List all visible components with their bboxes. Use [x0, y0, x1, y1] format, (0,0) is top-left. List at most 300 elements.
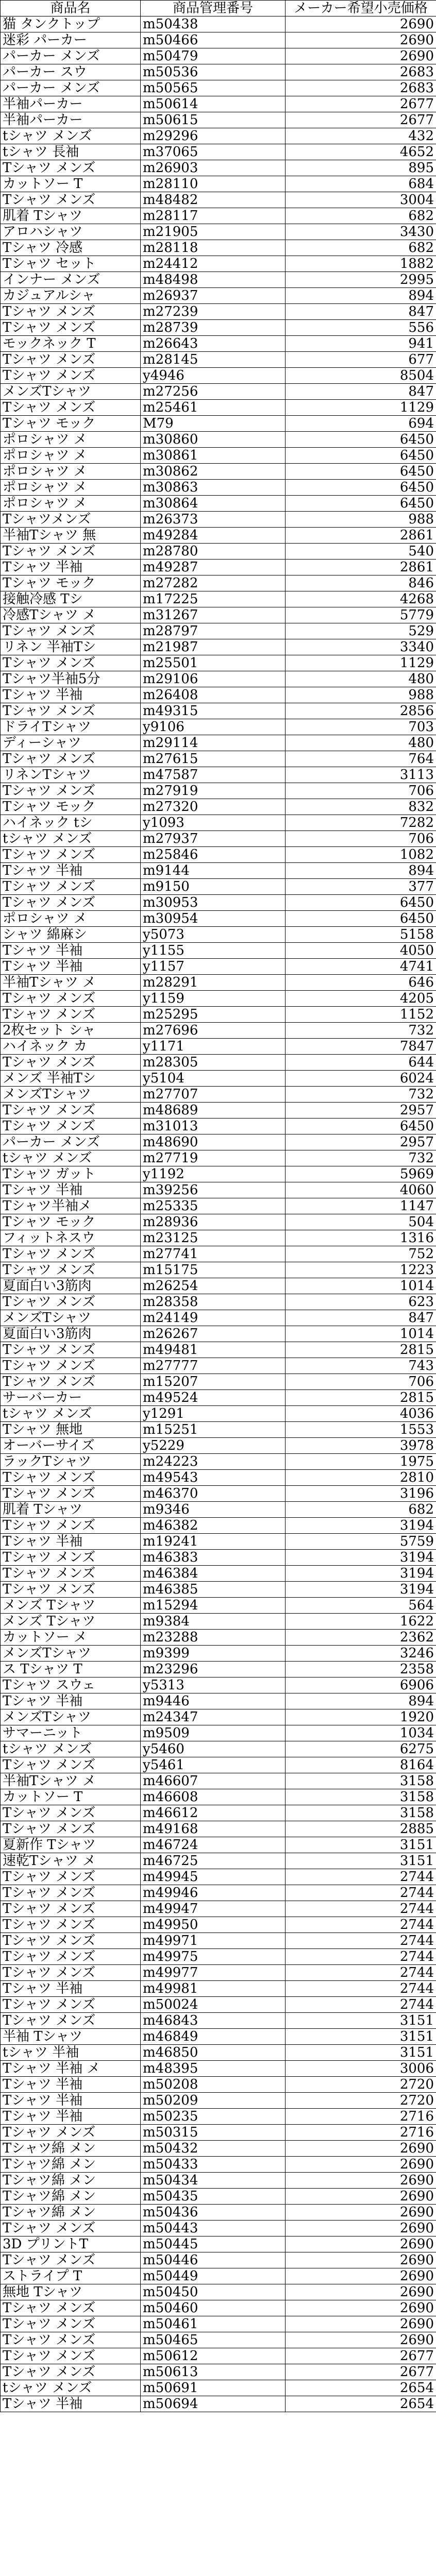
- cell-product-name: 半袖パーカー: [1, 96, 141, 112]
- table-row: [1, 719, 436, 735]
- cell-retail-price: 2861: [286, 528, 436, 544]
- table-row: [1, 1566, 436, 1582]
- cell-product-code: m21905: [141, 224, 286, 240]
- cell-product-name: Tシャツ 半袖: [1, 2077, 141, 2093]
- cell-product-name: Tシャツ 半袖: [1, 2109, 141, 2125]
- table-row: [1, 2332, 436, 2348]
- cell-product-name: Tシャツ 半袖: [1, 959, 141, 975]
- cell-retail-price: 2957: [286, 1103, 436, 1118]
- cell-product-name: ポロシャツ メ: [1, 448, 141, 464]
- cell-retail-price: 988: [286, 512, 436, 528]
- cell-retail-price: 5158: [286, 927, 436, 943]
- cell-retail-price: 646: [286, 975, 436, 991]
- table-row: [1, 1230, 436, 1246]
- cell-product-name: Tシャツ メンズ: [1, 1103, 141, 1118]
- cell-product-name: Tシャツ メンズ: [1, 1007, 141, 1023]
- header-row: [1, 1, 436, 16]
- cell-retail-price: 682: [286, 240, 436, 256]
- cell-product-name: Tシャツメンズ: [1, 512, 141, 528]
- cell-product-code: m28305: [141, 1055, 286, 1071]
- cell-product-code: m15207: [141, 1374, 286, 1390]
- cell-retail-price: 732: [286, 1023, 436, 1039]
- cell-product-name: メンズ 半袖Tシ: [1, 1071, 141, 1087]
- cell-retail-price: 2358: [286, 1662, 436, 1677]
- cell-retail-price: 3006: [286, 2061, 436, 2077]
- cell-product-code: m49284: [141, 528, 286, 544]
- cell-retail-price: 894: [286, 288, 436, 304]
- table-row: [1, 1486, 436, 1502]
- table-row: [1, 1166, 436, 1182]
- cell-retail-price: 2744: [286, 1901, 436, 1917]
- cell-product-name: オーバーサイズ: [1, 1438, 141, 1454]
- cell-retail-price: 2716: [286, 2125, 436, 2141]
- table-row: [1, 831, 436, 847]
- cell-product-code: m50615: [141, 112, 286, 128]
- cell-retail-price: 529: [286, 623, 436, 639]
- cell-product-name: 冷感Tシャツ メ: [1, 607, 141, 623]
- cell-product-name: リネン 半袖Tシ: [1, 639, 141, 655]
- table-row: [1, 1246, 436, 1262]
- cell-product-code: m50235: [141, 2109, 286, 2125]
- cell-product-name: Tシャツ メンズ: [1, 304, 141, 320]
- cell-product-name: カットソー T: [1, 176, 141, 192]
- table-row: [1, 2205, 436, 2221]
- cell-product-name: カジュアルシャ: [1, 288, 141, 304]
- cell-retail-price: 6906: [286, 1677, 436, 1693]
- cell-product-name: 半袖Tシャツ メ: [1, 1773, 141, 1789]
- cell-product-code: m50024: [141, 1997, 286, 2013]
- cell-product-code: y5073: [141, 927, 286, 943]
- cell-product-name: モックネック T: [1, 336, 141, 352]
- cell-retail-price: 894: [286, 863, 436, 879]
- cell-retail-price: 682: [286, 208, 436, 224]
- table-row: [1, 1693, 436, 1709]
- cell-product-code: m49168: [141, 1821, 286, 1837]
- cell-product-name: Tシャツ メンズ: [1, 2013, 141, 2029]
- cell-product-code: m9150: [141, 879, 286, 895]
- cell-product-name: Tシャツ メンズ: [1, 1055, 141, 1071]
- cell-product-code: m50433: [141, 2157, 286, 2173]
- cell-retail-price: 2677: [286, 112, 436, 128]
- cell-product-name: 接触冷感 Tシ: [1, 591, 141, 607]
- cell-retail-price: 3158: [286, 1789, 436, 1805]
- cell-product-name: Tシャツ メンズ: [1, 1374, 141, 1390]
- cell-product-name: メンズTシャツ: [1, 1646, 141, 1662]
- cell-product-code: m46385: [141, 1582, 286, 1598]
- cell-retail-price: 4205: [286, 991, 436, 1007]
- table-row: [1, 1981, 436, 1997]
- table-row: [1, 703, 436, 719]
- cell-retail-price: 846: [286, 575, 436, 591]
- table-row: [1, 767, 436, 783]
- cell-product-code: m46383: [141, 1550, 286, 1566]
- cell-retail-price: 2690: [286, 2173, 436, 2189]
- cell-product-name: Tシャツ メンズ: [1, 1997, 141, 2013]
- cell-product-name: Tシャツ メンズ: [1, 1566, 141, 1582]
- cell-retail-price: 2744: [286, 1981, 436, 1997]
- cell-product-name: tシャツ メンズ: [1, 1741, 141, 1757]
- cell-retail-price: 2690: [286, 2157, 436, 2173]
- table-row: [1, 2093, 436, 2109]
- cell-product-name: tシャツ メンズ: [1, 1406, 141, 1422]
- cell-product-code: m50445: [141, 2236, 286, 2252]
- table-row: [1, 1374, 436, 1390]
- cell-retail-price: 764: [286, 751, 436, 767]
- cell-product-code: m30860: [141, 432, 286, 448]
- cell-product-code: m28739: [141, 320, 286, 336]
- cell-product-code: m49945: [141, 1869, 286, 1885]
- table-row: [1, 1454, 436, 1470]
- table-row: [1, 879, 436, 895]
- cell-product-code: m49981: [141, 1981, 286, 1997]
- table-row: [1, 112, 436, 128]
- cell-product-code: m26937: [141, 288, 286, 304]
- cell-product-name: Tシャツ メンズ: [1, 160, 141, 176]
- table-row: [1, 959, 436, 975]
- cell-product-code: m29106: [141, 671, 286, 687]
- cell-product-code: m30954: [141, 911, 286, 927]
- table-row: [1, 1438, 436, 1454]
- table-row: [1, 2284, 436, 2300]
- cell-retail-price: 2690: [286, 2284, 436, 2300]
- cell-retail-price: 2683: [286, 80, 436, 96]
- cell-product-code: m24347: [141, 1709, 286, 1725]
- header-product-name: 商品名: [1, 1, 141, 16]
- cell-product-code: m46370: [141, 1486, 286, 1502]
- cell-product-name: Tシャツ 半袖: [1, 943, 141, 959]
- table-row: [1, 1518, 436, 1534]
- table-row: [1, 2268, 436, 2284]
- cell-product-code: m46612: [141, 1805, 286, 1821]
- cell-product-name: Tシャツ メンズ: [1, 1246, 141, 1262]
- cell-retail-price: 2720: [286, 2093, 436, 2109]
- cell-retail-price: 3113: [286, 767, 436, 783]
- cell-product-code: m49481: [141, 1342, 286, 1358]
- cell-retail-price: 2677: [286, 2364, 436, 2380]
- cell-product-code: m25295: [141, 1007, 286, 1023]
- cell-product-name: Tシャツ 半袖: [1, 2093, 141, 2109]
- table-row: [1, 2029, 436, 2045]
- cell-retail-price: 2957: [286, 1134, 436, 1150]
- table-row: [1, 1630, 436, 1646]
- cell-product-name: ラックTシャツ: [1, 1454, 141, 1470]
- cell-retail-price: 2690: [286, 2268, 436, 2284]
- cell-product-code: m28936: [141, 1214, 286, 1230]
- table-row: [1, 911, 436, 927]
- table-row: [1, 2396, 436, 2412]
- cell-product-name: メンズTシャツ: [1, 1310, 141, 1326]
- cell-product-code: y4946: [141, 368, 286, 384]
- table-row: [1, 2189, 436, 2205]
- cell-retail-price: 6450: [286, 480, 436, 496]
- cell-product-code: m50461: [141, 2316, 286, 2332]
- cell-product-code: m49950: [141, 1917, 286, 1933]
- cell-retail-price: 377: [286, 879, 436, 895]
- cell-product-code: m25335: [141, 1198, 286, 1214]
- table-row: [1, 799, 436, 815]
- table-row: [1, 1773, 436, 1789]
- cell-retail-price: 847: [286, 304, 436, 320]
- table-row: [1, 1885, 436, 1901]
- table-row: [1, 1150, 436, 1166]
- table-row: [1, 432, 436, 448]
- cell-product-code: m50694: [141, 2396, 286, 2412]
- cell-product-code: m27741: [141, 1246, 286, 1262]
- cell-retail-price: 2744: [286, 1885, 436, 1901]
- cell-product-code: m46724: [141, 1837, 286, 1853]
- cell-product-code: m46725: [141, 1853, 286, 1869]
- table-row: [1, 735, 436, 751]
- cell-product-code: m9384: [141, 1614, 286, 1630]
- table-row: [1, 2125, 436, 2141]
- cell-retail-price: 3430: [286, 224, 436, 240]
- cell-product-name: Tシャツ メンズ: [1, 1949, 141, 1965]
- cell-product-code: m9446: [141, 1693, 286, 1709]
- table-row: [1, 751, 436, 767]
- cell-retail-price: 3978: [286, 1438, 436, 1454]
- cell-product-name: リネンTシャツ: [1, 767, 141, 783]
- cell-retail-price: 2861: [286, 560, 436, 575]
- cell-retail-price: 1082: [286, 847, 436, 863]
- cell-product-name: Tシャツ メンズ: [1, 1518, 141, 1534]
- cell-retail-price: 2362: [286, 1630, 436, 1646]
- cell-retail-price: 2856: [286, 703, 436, 719]
- table-row: [1, 528, 436, 544]
- cell-retail-price: 682: [286, 1502, 436, 1518]
- cell-product-code: m50565: [141, 80, 286, 96]
- cell-product-name: Tシャツ モック: [1, 416, 141, 432]
- cell-retail-price: 480: [286, 735, 436, 751]
- cell-product-name: ポロシャツ メ: [1, 480, 141, 496]
- cell-product-name: Tシャツ メンズ: [1, 655, 141, 671]
- table-row: [1, 1071, 436, 1087]
- cell-product-code: m46850: [141, 2045, 286, 2061]
- cell-retail-price: 894: [286, 1693, 436, 1709]
- cell-retail-price: 1882: [286, 256, 436, 272]
- cell-retail-price: 5779: [286, 607, 436, 623]
- table-row: [1, 2221, 436, 2236]
- cell-product-code: y5313: [141, 1677, 286, 1693]
- cell-product-name: 夏面白い3筋肉: [1, 1278, 141, 1294]
- cell-product-name: ハイネック カ: [1, 1039, 141, 1055]
- table-row: [1, 224, 436, 240]
- table-row: [1, 496, 436, 512]
- cell-retail-price: 3196: [286, 1486, 436, 1502]
- cell-product-code: m28780: [141, 544, 286, 560]
- table-row: [1, 1134, 436, 1150]
- cell-product-name: ポロシャツ メ: [1, 496, 141, 512]
- cell-product-name: フィットネスウ: [1, 1230, 141, 1246]
- cell-product-code: m50208: [141, 2077, 286, 2093]
- cell-product-name: Tシャツ スウェ: [1, 1677, 141, 1693]
- cell-product-code: m23125: [141, 1230, 286, 1246]
- cell-retail-price: 3194: [286, 1518, 436, 1534]
- table-row: [1, 1662, 436, 1677]
- cell-product-name: ポロシャツ メ: [1, 464, 141, 480]
- cell-product-name: パーカー メンズ: [1, 1134, 141, 1150]
- cell-product-code: y5104: [141, 1071, 286, 1087]
- cell-retail-price: 684: [286, 176, 436, 192]
- cell-product-code: M79: [141, 416, 286, 432]
- cell-retail-price: 2654: [286, 2396, 436, 2412]
- cell-product-code: m49524: [141, 1390, 286, 1406]
- table-row: [1, 256, 436, 272]
- table-row: [1, 895, 436, 911]
- cell-product-code: y9106: [141, 719, 286, 735]
- cell-product-code: m50443: [141, 2221, 286, 2236]
- cell-retail-price: 4036: [286, 1406, 436, 1422]
- table-row: [1, 1390, 436, 1406]
- table-row: [1, 687, 436, 703]
- cell-retail-price: 1152: [286, 1007, 436, 1023]
- table-row: [1, 1118, 436, 1134]
- table-row: [1, 2045, 436, 2061]
- table-row: [1, 1757, 436, 1773]
- cell-retail-price: 3151: [286, 1853, 436, 1869]
- cell-retail-price: 6275: [286, 1741, 436, 1757]
- table-row: [1, 2316, 436, 2332]
- cell-product-name: Tシャツ メンズ: [1, 2252, 141, 2268]
- table-row: [1, 480, 436, 496]
- cell-product-name: tシャツ メンズ: [1, 128, 141, 144]
- cell-retail-price: 2885: [286, 1821, 436, 1837]
- cell-product-name: tシャツ メンズ: [1, 831, 141, 847]
- cell-product-code: y5229: [141, 1438, 286, 1454]
- table-row: [1, 464, 436, 480]
- cell-retail-price: 644: [286, 1055, 436, 1071]
- cell-product-code: m49947: [141, 1901, 286, 1917]
- cell-retail-price: 564: [286, 1598, 436, 1614]
- table-row: [1, 991, 436, 1007]
- cell-product-name: 夏面白い3筋肉: [1, 1326, 141, 1342]
- cell-product-code: y1157: [141, 959, 286, 975]
- cell-product-code: m46843: [141, 2013, 286, 2029]
- cell-product-name: Tシャツ メンズ: [1, 1821, 141, 1837]
- cell-product-code: y1159: [141, 991, 286, 1007]
- table-row: [1, 80, 436, 96]
- cell-product-code: m48689: [141, 1103, 286, 1118]
- cell-retail-price: 2677: [286, 96, 436, 112]
- cell-product-code: m49975: [141, 1949, 286, 1965]
- cell-retail-price: 2810: [286, 1470, 436, 1486]
- cell-product-name: Tシャツ メンズ: [1, 751, 141, 767]
- table-row: [1, 2300, 436, 2316]
- cell-product-code: m28110: [141, 176, 286, 192]
- cell-retail-price: 3194: [286, 1582, 436, 1598]
- cell-product-name: Tシャツ 半袖: [1, 560, 141, 575]
- table-row: [1, 943, 436, 959]
- cell-product-name: インナー メンズ: [1, 272, 141, 288]
- cell-retail-price: 3340: [286, 639, 436, 655]
- table-row: [1, 96, 436, 112]
- cell-product-code: m49287: [141, 560, 286, 575]
- table-row: [1, 1997, 436, 2013]
- table-row: [1, 1949, 436, 1965]
- table-row: [1, 1310, 436, 1326]
- table-row: [1, 1534, 436, 1550]
- table-row: [1, 320, 436, 336]
- table-row: [1, 1821, 436, 1837]
- table-row: [1, 384, 436, 400]
- cell-product-code: m50466: [141, 32, 286, 48]
- cell-product-code: m29114: [141, 735, 286, 751]
- table-row: [1, 1709, 436, 1725]
- cell-product-code: m30864: [141, 496, 286, 512]
- cell-product-code: m19241: [141, 1534, 286, 1550]
- cell-product-name: Tシャツ メンズ: [1, 1805, 141, 1821]
- table-row: [1, 128, 436, 144]
- cell-product-code: m50450: [141, 2284, 286, 2300]
- cell-product-name: Tシャツ 半袖: [1, 1182, 141, 1198]
- cell-product-code: m28118: [141, 240, 286, 256]
- cell-product-name: Tシャツ セット: [1, 256, 141, 272]
- cell-product-name: Tシャツ綿 メン: [1, 2173, 141, 2189]
- cell-retail-price: 3246: [286, 1646, 436, 1662]
- cell-product-code: m39256: [141, 1182, 286, 1198]
- table-row: [1, 1550, 436, 1566]
- table-row: [1, 2157, 436, 2173]
- table-row: [1, 544, 436, 560]
- cell-product-code: m46382: [141, 1518, 286, 1534]
- cell-product-code: m50315: [141, 2125, 286, 2141]
- cell-product-name: 無地 Tシャツ: [1, 2284, 141, 2300]
- cell-product-code: m27615: [141, 751, 286, 767]
- table-row: [1, 863, 436, 879]
- cell-retail-price: 2690: [286, 2316, 436, 2332]
- cell-product-name: tシャツ 半袖: [1, 2045, 141, 2061]
- cell-retail-price: 3151: [286, 2029, 436, 2045]
- cell-retail-price: 6450: [286, 895, 436, 911]
- cell-retail-price: 2744: [286, 1997, 436, 2013]
- table-row: [1, 1725, 436, 1741]
- cell-product-code: m50536: [141, 64, 286, 80]
- cell-retail-price: 2815: [286, 1390, 436, 1406]
- cell-product-name: 速乾Tシャツ メ: [1, 1853, 141, 1869]
- table-row: [1, 336, 436, 352]
- cell-retail-price: 2654: [286, 2380, 436, 2396]
- cell-retail-price: 8504: [286, 368, 436, 384]
- cell-product-name: Tシャツ メンズ: [1, 1901, 141, 1917]
- cell-product-code: m17225: [141, 591, 286, 607]
- cell-product-name: Tシャツ メンズ: [1, 368, 141, 384]
- table-row: [1, 160, 436, 176]
- cell-retail-price: 4268: [286, 591, 436, 607]
- cell-product-name: Tシャツ メンズ: [1, 1885, 141, 1901]
- cell-retail-price: 847: [286, 384, 436, 400]
- cell-retail-price: 6450: [286, 432, 436, 448]
- table-row: [1, 2077, 436, 2093]
- cell-product-name: Tシャツ メンズ: [1, 1470, 141, 1486]
- table-row: [1, 448, 436, 464]
- cell-retail-price: 1147: [286, 1198, 436, 1214]
- cell-retail-price: 2995: [286, 272, 436, 288]
- cell-retail-price: 3194: [286, 1550, 436, 1566]
- table-row: [1, 16, 436, 32]
- cell-retail-price: 2683: [286, 64, 436, 80]
- cell-product-name: Tシャツ綿 メン: [1, 2141, 141, 2157]
- cell-product-code: m15251: [141, 1422, 286, 1438]
- cell-product-name: Tシャツ メンズ: [1, 1342, 141, 1358]
- cell-product-code: m25461: [141, 400, 286, 416]
- cell-retail-price: 3004: [286, 192, 436, 208]
- header-product-code: 商品管理番号: [141, 1, 286, 16]
- cell-product-name: Tシャツ メンズ: [1, 1358, 141, 1374]
- cell-product-name: Tシャツ綿 メン: [1, 2189, 141, 2205]
- cell-product-name: Tシャツ メンズ: [1, 1486, 141, 1502]
- table-row: [1, 1853, 436, 1869]
- cell-retail-price: 6024: [286, 1071, 436, 1087]
- table-row: [1, 2380, 436, 2396]
